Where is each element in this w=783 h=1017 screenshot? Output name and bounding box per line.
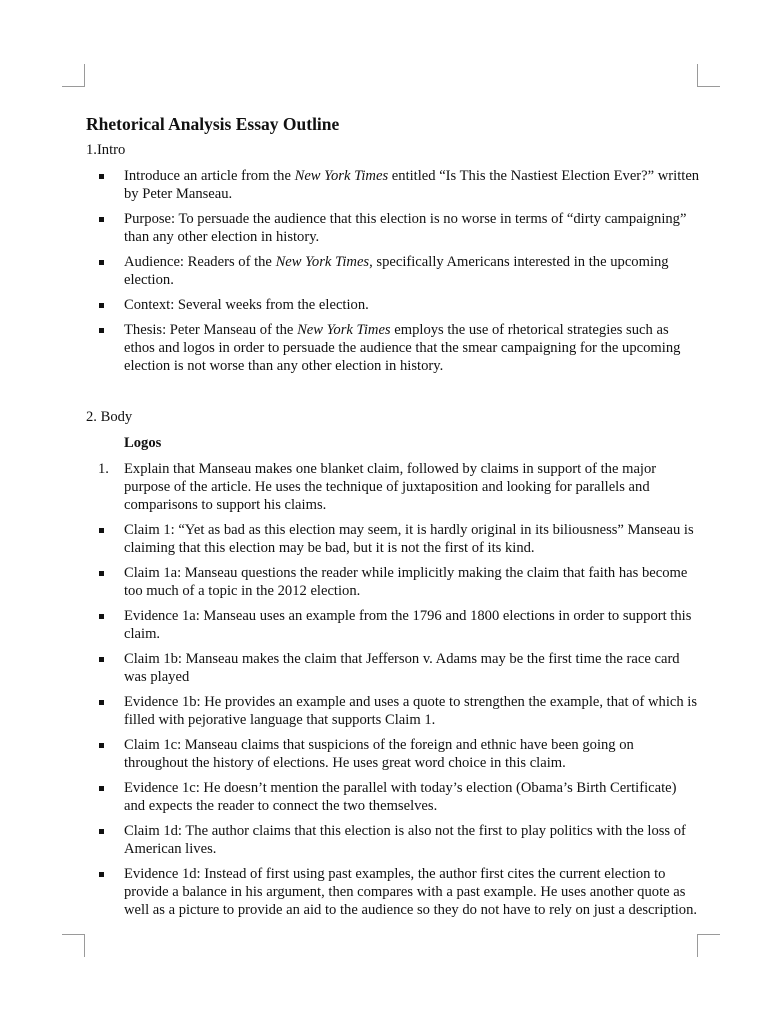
claim-1: Claim 1: “Yet as bad as this election may seem, it is hardly original in its biliousness” Manseau is claiming that this election may be bad, but it is not the first of its kind. [86,521,701,557]
logos-subheading: Logos [124,435,162,451]
crop-mark-top-left [62,64,85,87]
crop-mark-bottom-right [697,934,720,957]
claim-1a: Claim 1a: Manseau questions the reader while implicitly making the claim that faith has become too much of a topic in the 2012 election. [86,564,701,600]
evidence-1c: Evidence 1c: He doesn’t mention the parallel with today’s election (Obama’s Birth Certificate) and expects the reader to connect the two themselves. [86,779,701,815]
intro-item-purpose: Purpose: To persuade the audience that this election is no worse in terms of “dirty campaigning” than any other election in history. [86,210,701,246]
intro-bullet-list [86,167,701,375]
intro-item-introduce: Introduce an article from the New York Times entitled “Is This the Nastiest Election Ever?” written by Peter Manseau. [86,167,701,203]
document-title: Rhetorical Analysis Essay Outline [86,114,340,134]
evidence-1d: Evidence 1d: Instead of first using past examples, the author first cites the current election to provide a balance in his argument, then compares with a past example. He uses another quote as well as a picture to provide an aid to the audience so they do not have to rely on just a description. [86,865,701,919]
intro-item-thesis: Thesis: Peter Manseau of the New York Times employs the use of rhetorical strategies such as ethos and logos in order to persuade the audience that the smear campaigning for the upcoming election is not worse than any other election in history. [86,321,701,375]
claim-1c: Claim 1c: Manseau claims that suspicions of the foreign and ethnic have been going on throughout the history of elections. He uses great word choice in this claim. [86,736,701,772]
intro-item-context: Context: Several weeks from the election. [86,296,701,314]
numbered-item: 1. Explain that Manseau makes one blanket claim, followed by claims in support of the major purpose of the article. He uses the technique of juxtaposition and looking for parallels and comparisons to support his claims. [98,461,657,513]
evidence-1a: Evidence 1a: Manseau uses an example from the 1796 and 1800 elections in order to support this claim. [86,607,701,643]
claim-1d: Claim 1d: The author claims that this election is also not the first to play politics with the loss of American lives. [86,822,701,858]
document-page [86,113,701,926]
intro-heading: 1.Intro [86,142,126,158]
evidence-1b: Evidence 1b: He provides an example and uses a quote to strengthen the example, that of which is filled with pejorative language that supports Claim 1. [86,693,701,729]
body-heading: 2. Body [86,409,133,425]
body-numbered-list [86,460,701,514]
body-bullet-list [86,521,701,919]
crop-mark-top-right [697,64,720,87]
intro-item-audience: Audience: Readers of the New York Times, specifically Americans interested in the upcoming election. [86,253,701,289]
claim-1b: Claim 1b: Manseau makes the claim that Jefferson v. Adams may be the first time the race card was played [86,650,701,686]
crop-mark-bottom-left [62,934,85,957]
